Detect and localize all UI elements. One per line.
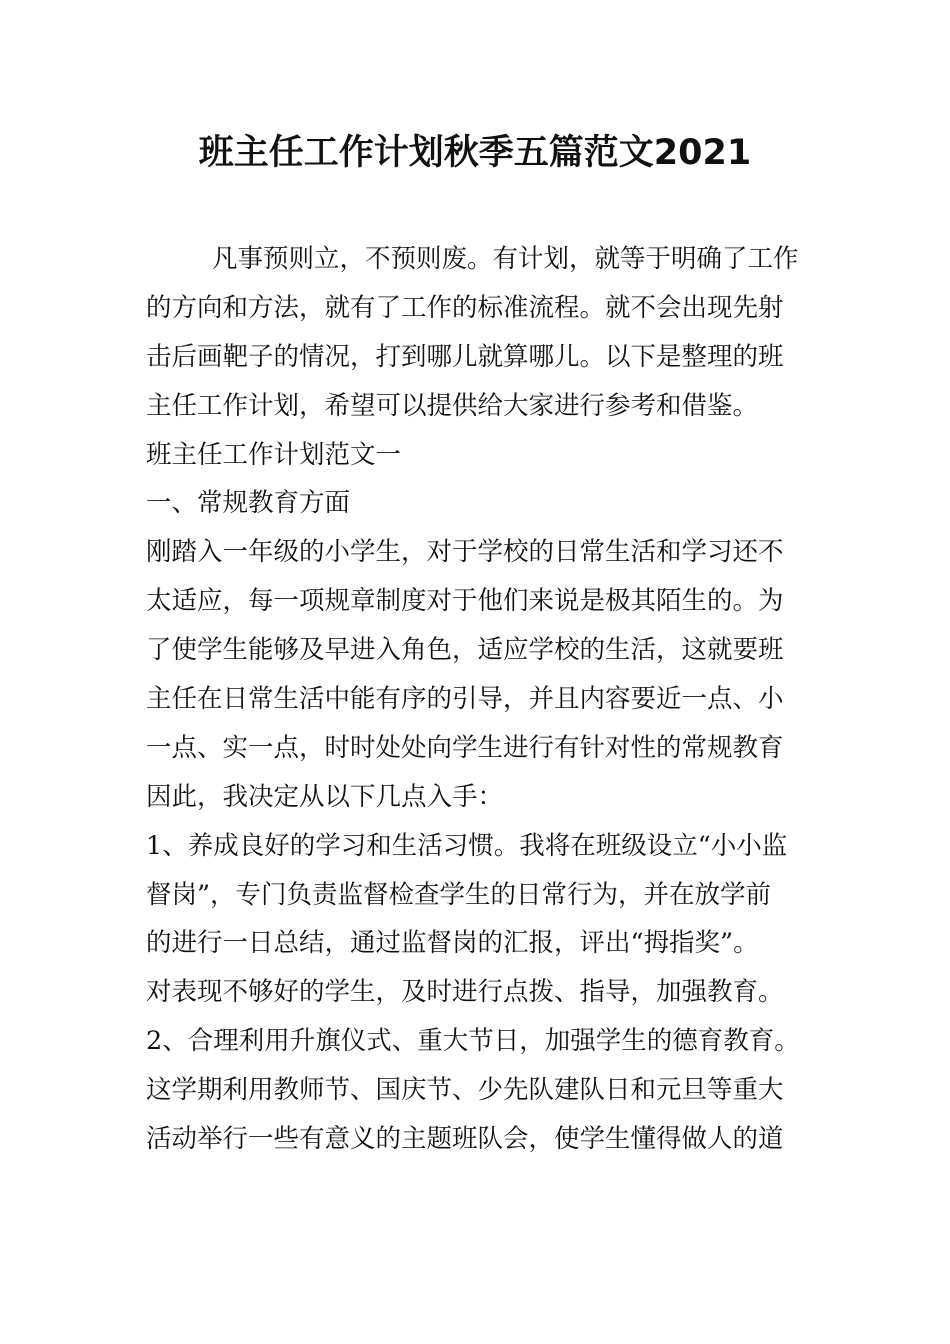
section-heading: 班主任工作计划范文一 [146, 439, 402, 470]
list-item-line: 活动举行一些有意义的主题班队会，使学生懂得做人的道 [146, 1124, 784, 1155]
list-item-line: 对表现不够好的学生，及时进行点拨、指导，加强教育。 [146, 977, 784, 1008]
subsection-heading: 一、常规教育方面 [146, 488, 351, 519]
paragraph-line: 太适应，每一项规章制度对于他们来说是极其陌生的。为 [146, 586, 784, 617]
paragraph-line: 主任在日常生活中能有序的引导，并且内容要近一点、小 [146, 684, 784, 715]
list-item-line: 督岗”，专门负责监督检查学生的日常行为，并在放学前 [146, 879, 772, 910]
paragraph-line: 因此，我决定从以下几点入手： [146, 781, 504, 812]
paragraph-line: 了使学生能够及早进入角色，适应学校的生活，这就要班 [146, 635, 784, 666]
list-item-line: 1、养成良好的学习和生活习惯。我将在班级设立“小小监 [146, 830, 788, 861]
paragraph-line: 刚踏入一年级的小学生，对于学校的日常生活和学习还不 [146, 537, 784, 568]
list-item-line: 2、合理利用升旗仪式、重大节日，加强学生的德育教育。 [146, 1026, 800, 1057]
paragraph-line: 一点、实一点，时时处处向学生进行有针对性的常规教育 [146, 732, 784, 763]
paragraph-line: 凡事预则立，不预则废。有计划，就等于明确了工作 [212, 244, 799, 274]
document-body [146, 235, 808, 1164]
paragraph-line: 的方向和方法，就有了工作的标准流程。就不会出现先射 [146, 292, 784, 323]
paragraph-line: 主任工作计划，希望可以提供给大家进行参考和借鉴。 [146, 390, 759, 421]
document-title: 班主任工作计划秋季五篇范文2021 [198, 133, 752, 173]
list-item-line: 的进行一日总结，通过监督岗的汇报，评出“拇指奖”。 [146, 928, 759, 959]
paragraph-line: 击后画靶子的情况，打到哪儿就算哪儿。以下是整理的班 [146, 341, 784, 372]
list-item-line: 这学期利用教师节、国庆节、少先队建队日和元旦等重大 [146, 1075, 784, 1106]
